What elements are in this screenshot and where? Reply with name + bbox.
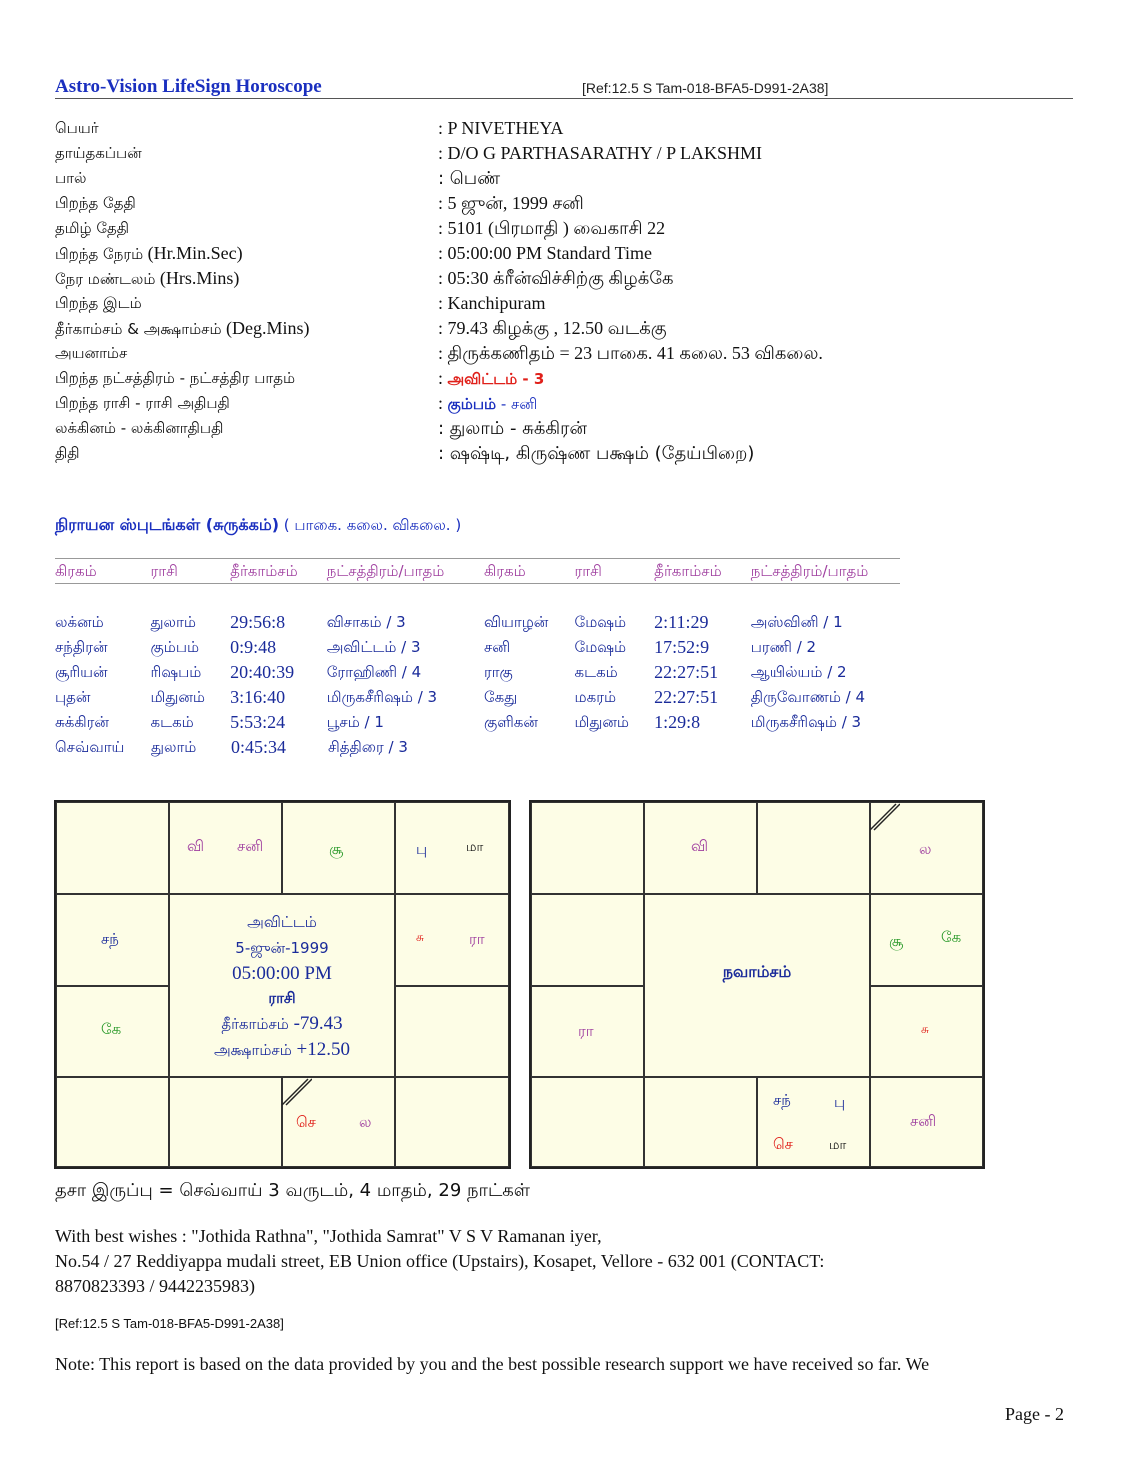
table-cell: மிதுனம் [574, 713, 629, 731]
table-cell: அஸ்வினி / 1 [750, 613, 843, 631]
name-value: : P NIVETHEYA [438, 118, 564, 138]
star-colon: : [438, 368, 448, 388]
table-cell: ரிஷபம் [150, 663, 202, 681]
info-row-dob [55, 191, 1055, 216]
info-row-parent [55, 141, 1055, 166]
wishes-line: With best wishes : "Jothida Rathna", "Jothida Samrat" V S V Ramanan iyer, [55, 1226, 602, 1246]
positions-title-main: நிராயன ஸ்புடங்கள் (சுருக்கம்) [55, 515, 279, 534]
report-title: Astro-Vision LifeSign Horoscope [55, 76, 322, 97]
center-latitude: அக்ஷாம்சம் +12.50 [213, 1039, 351, 1060]
table-cell: துலாம் [150, 613, 196, 631]
navamsa-lagna-marker-icon [870, 802, 900, 832]
col-header: கிரகம் [483, 562, 526, 580]
table-cell: 0:45:34 [231, 737, 287, 757]
planet-maandi: மா [829, 1138, 847, 1153]
lagna-marker-icon [282, 1077, 312, 1107]
tob-label-ta: பிறந்த நேரம் [55, 245, 144, 263]
info-row-name [55, 116, 1055, 141]
planet-sun: சூ [329, 840, 344, 858]
table-cell: ரோஹிணி / 4 [326, 663, 422, 681]
contact-line: 8870823393 / 9442235983) [55, 1276, 255, 1296]
navamsa-chart-title: நவாம்சம் [722, 962, 792, 981]
navamsa-chart [529, 800, 985, 1169]
rasi-lord: - சனி [496, 395, 538, 413]
tithi-value: : ஷஷ்டி, கிருஷ்ண பக்ஷம் (தேய்பிறை) [438, 443, 755, 464]
info-row-tob [55, 241, 1055, 266]
table-cell: 22:27:51 [654, 662, 719, 682]
table-cell: 0:9:48 [230, 637, 277, 657]
table-row [55, 710, 900, 735]
longlat-label [55, 316, 438, 341]
planet-moon: சந் [773, 1091, 791, 1109]
col-header: நட்சத்திரம்/பாதம் [750, 562, 869, 580]
rasi-house-mesha [169, 802, 282, 894]
table-cell: 3:16:40 [230, 687, 286, 707]
table-cell: 2:11:29 [654, 612, 709, 632]
col-header: தீர்காம்சம் [230, 562, 298, 580]
address-line: No.54 / 27 Reddiyappa mudali street, EB Union office (Upstairs), Kosapet, Vellore - 632 001 (CONTACT: [55, 1251, 825, 1271]
zone-label [55, 266, 438, 291]
table-row [55, 685, 900, 710]
table-cell: பரணி / 2 [750, 638, 817, 656]
planet-mars: செ [773, 1135, 793, 1153]
col-header: கிரகம் [55, 562, 97, 580]
table-cell: 29:56:8 [230, 612, 286, 632]
star-value-wrap [438, 366, 544, 391]
page-number: Page - 2 [1005, 1404, 1064, 1424]
info-row-zone [55, 266, 1055, 291]
navamsa-house [757, 802, 870, 894]
navamsa-house [644, 1077, 757, 1167]
planet-jupiter: வி [187, 837, 205, 855]
lagna-label: லக்கினம் - லக்கினாதிபதி [55, 419, 224, 437]
info-row-longlat [55, 316, 1055, 341]
tob-label [55, 241, 438, 266]
rasi-center-info [169, 910, 395, 1063]
planet-ketu: கே [941, 928, 962, 946]
col-header: தீர்காம்சம் [654, 562, 722, 580]
positions-header-row [55, 558, 900, 584]
info-row-sex [55, 166, 1055, 191]
planet-venus: சு [416, 930, 424, 944]
info-row-ayanamsa [55, 341, 1055, 366]
col-header: ராசி [150, 562, 178, 580]
navamsa-house [531, 894, 644, 986]
dob-label: பிறந்த தேதி [55, 194, 136, 212]
sex-value: : பெண் [438, 168, 501, 189]
rasi-house-dhanus [56, 1077, 169, 1167]
birth-details [55, 116, 1055, 466]
table-cell: அவிட்டம் / 3 [326, 638, 421, 656]
report-ref: [Ref:12.5 S Tam-018-BFA5-D991-2A38] [582, 80, 829, 96]
table-cell: திருவோணம் / 4 [750, 688, 866, 706]
table-cell: சூரியன் [55, 663, 108, 681]
positions-title [55, 515, 461, 536]
center-longitude: தீர்காம்சம் -79.43 [221, 1013, 343, 1034]
col-header: நட்சத்திரம்/பாதம் [326, 562, 445, 580]
ayanamsa-label: அயனாம்ச [55, 344, 128, 362]
navamsa-center [644, 894, 870, 1077]
table-cell: 1:29:8 [654, 712, 701, 732]
planet-jupiter: வி [691, 837, 709, 855]
longlat-label-en: (Deg.Mins) [221, 318, 310, 338]
star-value: அவிட்டம் - 3 [447, 370, 545, 388]
rasi-house-meena [56, 802, 169, 894]
sex-label: பால் [55, 169, 87, 187]
table-cell: மேஷம் [574, 613, 627, 631]
tob-label-en: (Hr.Min.Sec) [143, 243, 243, 263]
table-cell: துலாம் [151, 738, 197, 756]
table-cell: மேஷம் [574, 638, 627, 656]
navamsa-house [531, 1077, 644, 1167]
info-row-lagna [55, 416, 1055, 441]
ayanamsa-value: : திருக்கணிதம் = 23 பாகை. 41 கலை. 53 விகலை. [438, 343, 823, 363]
planet-saturn: சனி [237, 837, 264, 855]
positions-rows [55, 610, 900, 760]
info-row-place [55, 291, 1055, 316]
table-cell: மகரம் [574, 688, 617, 706]
table-cell: சித்திரை / 3 [328, 738, 408, 756]
table-row [55, 635, 900, 660]
rasi-house-mithuna [395, 802, 509, 894]
parent-label: தாய்தகப்பன் [55, 144, 142, 162]
table-cell: 22:27:51 [654, 687, 719, 707]
planet-maandi: மா [466, 840, 484, 855]
tithi-label: திதி [55, 444, 80, 462]
table-cell: கேது [483, 688, 518, 706]
rasi-house-simha [395, 986, 509, 1077]
planet-rahu: ரா [578, 1022, 594, 1040]
table-cell: கடகம் [574, 663, 618, 681]
lagna-value: : துலாம் - சுக்கிரன் [438, 418, 587, 439]
longlat-value: : 79.43 கிழக்கு , 12.50 வடக்கு [438, 318, 667, 338]
center-date: 5-ஜுன்-1999 [235, 939, 329, 957]
table-cell: வியாழன் [483, 613, 549, 631]
disclaimer-note: Note: This report is based on the data provided by you and the best possible research support we have received so far. We [55, 1354, 930, 1374]
planet-venus: சு [921, 1022, 929, 1036]
table-cell: குளிகன் [483, 713, 538, 731]
table-cell: சனி [483, 638, 511, 656]
rasi-label: பிறந்த ராசி - ராசி அதிபதி [55, 394, 230, 412]
rasi-chart-title: ராசி [268, 989, 296, 1007]
table-cell: 17:52:9 [654, 637, 710, 657]
positions-title-sub: ( பாகை. கலை. விகலை. ) [279, 516, 462, 534]
table-cell: மிருகசீரிஷம் / 3 [750, 713, 862, 731]
table-cell: சுக்கிரன் [55, 713, 109, 731]
table-cell: 5:53:24 [230, 712, 286, 732]
planet-mercury: பு [416, 840, 428, 858]
tamil-date-label: தமிழ் தேதி [55, 219, 130, 237]
zone-label-ta: நேர மண்டலம் [55, 270, 156, 288]
info-row-tithi [55, 441, 1055, 466]
planet-lagna: ல [919, 840, 932, 858]
rasi-house-kataka [395, 894, 509, 986]
table-row [55, 735, 900, 760]
planet-moon: சந் [101, 930, 119, 948]
parent-value: : D/O G PARTHASARATHY / P LAKSHMI [438, 143, 762, 163]
table-cell: பூசம் / 1 [326, 713, 384, 731]
planet-saturn: சனி [910, 1112, 937, 1130]
table-cell: மிதுனம் [150, 688, 205, 706]
table-cell: செவ்வாய் [55, 738, 125, 756]
header-divider [55, 98, 1073, 99]
rasi-house-kanya [395, 1077, 509, 1167]
table-cell: கும்பம் [150, 638, 200, 656]
table-cell: ராகு [483, 663, 513, 681]
rasi-value: கும்பம் [447, 395, 497, 413]
table-cell: புதன் [55, 688, 91, 706]
planet-sun: சூ [889, 932, 904, 950]
table-row [55, 660, 900, 685]
zone-value: : 05:30 க்ரீன்விச்சிற்கு கிழக்கே [438, 268, 674, 288]
name-label: பெயர் [55, 119, 99, 137]
tamil-date-value: : 5101 (பிரமாதி ) வைகாசி 22 [438, 218, 666, 238]
dob-value: : 5 ஜுன், 1999 சனி [438, 193, 584, 213]
planet-mercury: பு [834, 1093, 846, 1111]
navamsa-house [531, 802, 644, 894]
rasi-chart [54, 800, 511, 1169]
rasi-house-vrischika [169, 1077, 282, 1167]
tob-value: : 05:00:00 PM Standard Time [438, 243, 653, 263]
col-header: ராசி [574, 562, 602, 580]
star-label: பிறந்த நட்சத்திரம் - நட்சத்திர பாதம் [55, 369, 296, 387]
planet-lagna: ல [359, 1113, 372, 1131]
table-cell: லக்னம் [55, 613, 104, 631]
footer-ref: [Ref:12.5 S Tam-018-BFA5-D991-2A38] [55, 1316, 284, 1331]
center-time: 05:00:00 PM [232, 963, 332, 984]
info-row-rasi [55, 391, 1055, 416]
place-value: : Kanchipuram [438, 293, 546, 313]
rasi-colon: : [438, 393, 448, 413]
zone-label-en: (Hrs.Mins) [155, 268, 240, 288]
place-label: பிறந்த இடம் [55, 294, 142, 312]
table-cell: கடகம் [150, 713, 194, 731]
rasi-value-wrap [438, 391, 537, 416]
table-cell: 20:40:39 [230, 662, 295, 682]
navamsa-house [870, 894, 983, 986]
planet-rahu: ரா [469, 930, 485, 948]
dasa-balance: தசா இருப்பு = செவ்வாய் 3 வருடம், 4 மாதம், 29 நாட்கள் [55, 1180, 531, 1201]
table-cell: மிருகசீரிஷம் / 3 [326, 688, 438, 706]
info-row-star [55, 366, 1055, 391]
table-cell: விசாகம் / 3 [326, 613, 406, 631]
info-row-tamil-date [55, 216, 1055, 241]
table-row [55, 610, 900, 635]
table-cell: சந்திரன் [55, 638, 108, 656]
planet-ketu: கே [101, 1020, 122, 1038]
positions-table [55, 558, 900, 760]
planet-mars: செ [296, 1113, 316, 1131]
longlat-label-ta: தீர்காம்சம் & அக்ஷாம்சம் [55, 320, 222, 338]
table-cell: ஆயில்யம் / 2 [750, 663, 847, 681]
center-star: அவிட்டம் [247, 913, 317, 931]
